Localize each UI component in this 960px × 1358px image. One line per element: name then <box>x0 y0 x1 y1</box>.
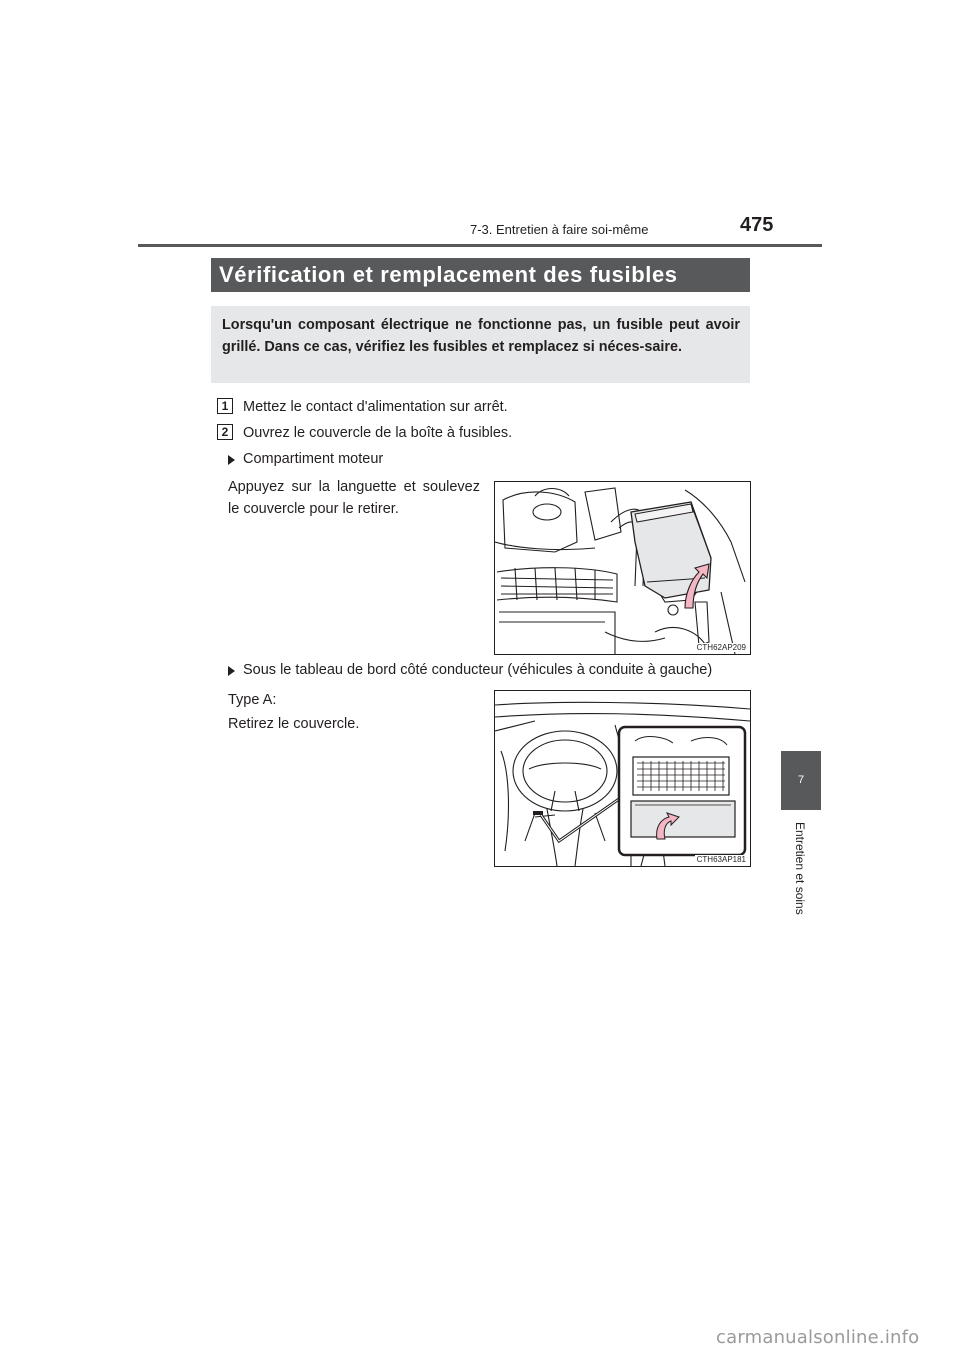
page-number: 475 <box>740 214 774 236</box>
step-text-2: Ouvrez le couvercle de la boîte à fusibles. <box>243 425 513 441</box>
section-heading-dashboard: Sous le tableau de bord côté conducteur (véhicules à conduite à gauche) <box>243 662 713 678</box>
step-text-1: Mettez le contact d'alimentation sur arrêt. <box>243 399 508 415</box>
figure-dashboard-fuse-box <box>494 690 751 867</box>
chapter-label-text: Entretien et soins <box>793 822 807 915</box>
step-number-1: 1 <box>217 398 233 414</box>
header-section-title: 7-3. Entretien à faire soi-même <box>470 222 649 237</box>
engine-fuse-box-illustration <box>495 482 750 654</box>
chapter-tab: 7 <box>781 751 821 810</box>
step-number-2: 2 <box>217 424 233 440</box>
figure-code-dashboard: CTH63AP181 <box>696 855 746 864</box>
bullet-triangle-icon <box>228 455 235 465</box>
chapter-label <box>789 822 813 922</box>
paragraph-remove-cover: Retirez le couvercle. <box>228 716 360 732</box>
header-rule <box>138 244 822 247</box>
dashboard-fuse-box-illustration <box>495 691 750 866</box>
page-title: Vérification et remplacement des fusibles <box>211 258 750 292</box>
bullet-triangle-icon <box>228 666 235 676</box>
watermark-text: carmanualsonline.info <box>716 1327 920 1348</box>
figure-code-engine: CTH62AP209 <box>696 643 746 652</box>
intro-box: Lorsqu'un composant électrique ne fonctionne pas, un fusible peut avoir grillé. Dans ce cas, vérifiez les fusibles et remplacez si néces-saire. <box>211 306 750 383</box>
paragraph-engine-instruction: Appuyez sur la languette et soulevez le couvercle pour le retirer. <box>228 479 480 517</box>
figure-engine-compartment <box>494 481 751 655</box>
paragraph-type-a: Type A: <box>228 692 277 708</box>
section-heading-engine: Compartiment moteur <box>243 451 384 467</box>
